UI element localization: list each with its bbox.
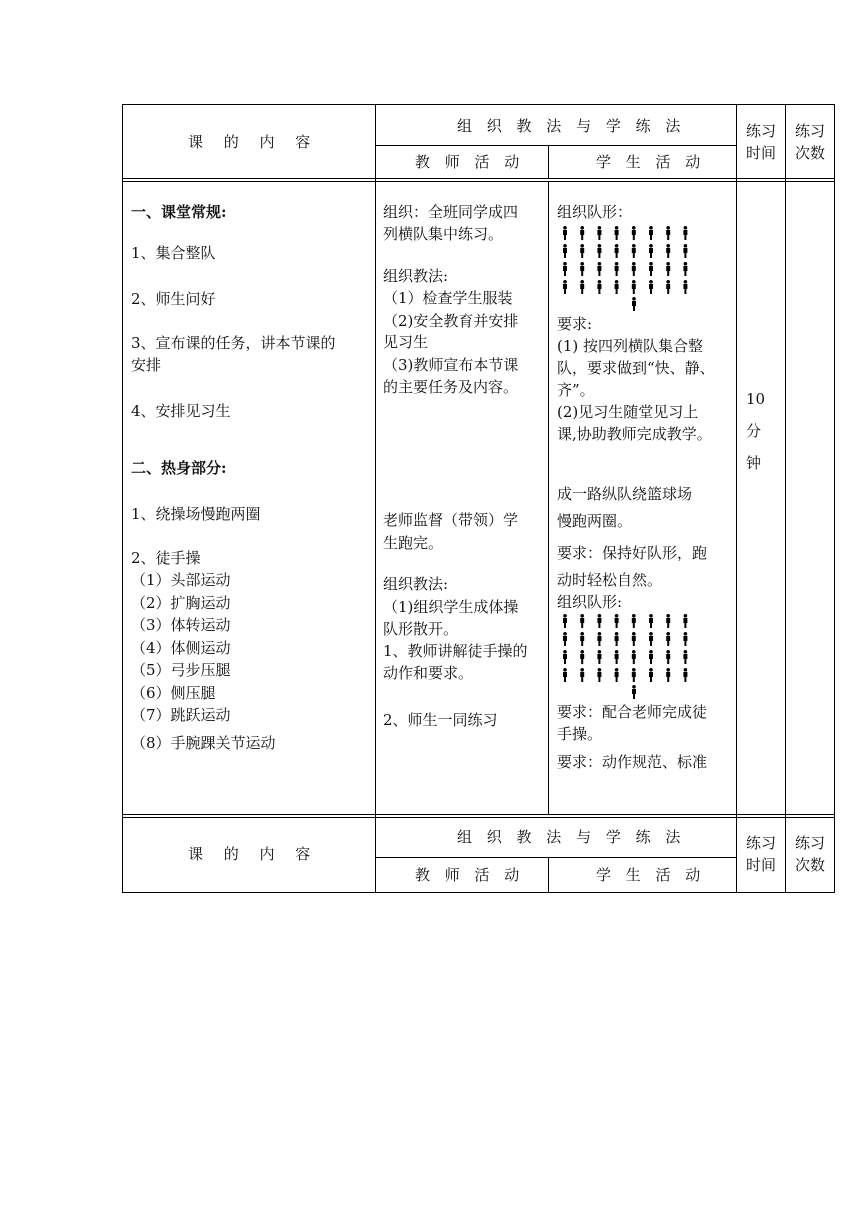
person-icon [615,632,619,646]
teacher-text: （1）检查学生服装 [383,289,513,307]
person-icon [632,614,636,628]
student-text: 齐”。 [557,381,595,399]
header-content: 课 的 内 容 [188,845,319,863]
person-icon [632,226,636,240]
person-icon [580,262,584,276]
person-icon [632,297,636,311]
student-text: 要求：保持好队形，跑 [557,544,708,562]
teacher-text: 2、师生一同练习 [383,711,498,729]
person-icon [597,614,601,628]
content-subitem: （4）体侧运动 [131,639,231,657]
header-student: 学 生 活 动 [596,153,706,171]
content-subitem: （3）体转运动 [131,616,231,634]
person-icon [666,650,670,664]
content-subitem: （7）跳跃运动 [131,706,231,724]
person-icon [563,614,567,628]
person-icon [580,668,584,682]
person-icon [615,650,619,664]
teacher-text: 老师监督（带领）学 [383,511,519,529]
person-icon [580,632,584,646]
person-icon [597,280,601,294]
person-icon [615,226,619,240]
content-item: 2、师生问好 [131,290,216,308]
person-icon [683,650,687,664]
teacher-text: 见习生 [383,333,429,351]
student-text: 慢跑两圈。 [557,512,633,530]
person-icon [666,226,670,240]
formation-diagram-2 [557,614,697,700]
person-icon [615,668,619,682]
person-icon [683,280,687,294]
person-icon [666,668,670,682]
header-time-line1: 练习 [746,122,777,140]
content-subitem: （6）侧压腿 [131,684,216,702]
header-teacher: 教 师 活 动 [415,866,525,884]
person-icon [683,244,687,258]
person-icon [597,650,601,664]
person-icon [649,668,653,682]
teacher-text: 的主要任务及内容。 [383,378,519,396]
teacher-text: 生跑完。 [383,534,444,552]
person-icon [615,262,619,276]
teacher-text: 列横队集中练习。 [383,225,504,243]
person-icon [580,280,584,294]
person-icon [597,226,601,240]
person-icon [649,632,653,646]
content-item: 4、安排见习生 [131,402,231,420]
section-title-warmup: 二、热身部分: [131,459,227,477]
formation-svg [557,614,697,700]
person-icon [580,650,584,664]
person-icon [649,226,653,240]
content-item: 3、宣布课的任务，讲本节课的 [131,334,336,352]
person-icon [666,280,670,294]
header-time-line2: 时间 [746,144,777,162]
person-icon [597,244,601,258]
person-icon [615,244,619,258]
header-time-line2: 时间 [746,856,777,874]
person-icon [649,280,653,294]
header-count-line1: 练习 [795,122,826,140]
content-subitem: （2）扩胸运动 [131,594,231,612]
practice-time-unit: 分 [746,422,762,440]
student-text: 动时轻松自然。 [557,571,663,589]
person-icon [649,650,653,664]
section-title-routine: 一、课堂常规: [131,203,227,221]
student-text: 课,协助教师完成教学。 [557,425,712,443]
student-text: (1) 按四列横队集合整 [557,337,704,355]
person-icon [632,668,636,682]
header-methods: 组 织 教 法 与 学 练 法 [457,117,686,135]
person-icon [580,226,584,240]
teacher-text: 队形散开。 [383,620,459,638]
student-text: 成一路纵队绕篮球场 [557,485,693,503]
person-icon [666,632,670,646]
header-student: 学 生 活 动 [596,866,706,884]
teacher-text: 组织教法: [383,575,449,593]
teacher-text: （2)安全教育并安排 [383,312,519,330]
person-icon [683,614,687,628]
content-item: 1、绕操场慢跑两圈 [131,505,261,523]
student-text: 要求：动作规范、标准 [557,753,708,771]
person-icon [683,226,687,240]
header-count-line2: 次数 [795,856,826,874]
person-icon [649,262,653,276]
person-icon [649,244,653,258]
student-text: 要求: [557,315,593,333]
person-icon [632,280,636,294]
student-text: 要求：配合老师完成徒 [557,703,708,721]
person-icon [563,668,567,682]
header-methods: 组 织 教 法 与 学 练 法 [457,828,686,846]
practice-time-unit: 钟 [746,454,762,472]
person-icon [597,262,601,276]
student-text: 组织队形: [557,593,623,611]
person-icon [580,244,584,258]
teacher-text: 组织教法: [383,267,449,285]
content-subitem: （5）弓步压腿 [131,661,231,679]
person-icon [563,262,567,276]
student-text: 手操。 [557,725,603,743]
person-icon [563,650,567,664]
header-teacher: 教 师 活 动 [415,153,525,171]
person-icon [632,632,636,646]
person-icon [649,614,653,628]
person-icon [683,262,687,276]
person-icon [683,668,687,682]
formation-svg [557,226,697,312]
person-icon [632,685,636,699]
content-subitem: （8）手腕踝关节运动 [131,734,276,752]
content-item: 1、集合整队 [131,244,216,262]
teacher-text: 动作和要求。 [383,664,474,682]
teacher-text: （3)教师宣布本节课 [383,356,519,374]
person-icon [632,262,636,276]
header-count-line2: 次数 [795,144,826,162]
student-text: 队，要求做到“快、静、 [557,359,715,377]
person-icon [563,244,567,258]
content-subitem: （1）头部运动 [131,571,231,589]
person-icon [632,650,636,664]
teacher-text: 组织：全班同学成四 [383,203,519,221]
person-icon [563,226,567,240]
header-content: 课 的 内 容 [188,133,319,151]
person-icon [615,280,619,294]
person-icon [666,262,670,276]
person-icon [632,244,636,258]
person-icon [597,632,601,646]
content-item: 安排 [131,356,162,374]
header-count-line1: 练习 [795,834,826,852]
person-icon [563,632,567,646]
header-time-line1: 练习 [746,834,777,852]
person-icon [666,244,670,258]
person-icon [580,614,584,628]
person-icon [615,614,619,628]
student-text: 组织队形： [557,203,633,221]
teacher-text: 1、教师讲解徒手操的 [383,642,528,660]
person-icon [597,668,601,682]
content-item: 2、徒手操 [131,549,201,567]
student-text: (2)见习生随堂见习上 [557,403,699,421]
person-icon [666,614,670,628]
practice-time-number: 10 [746,390,766,408]
person-icon [683,632,687,646]
teacher-text: （1)组织学生成体操 [383,598,519,616]
formation-diagram-1 [557,226,697,312]
person-icon [563,280,567,294]
